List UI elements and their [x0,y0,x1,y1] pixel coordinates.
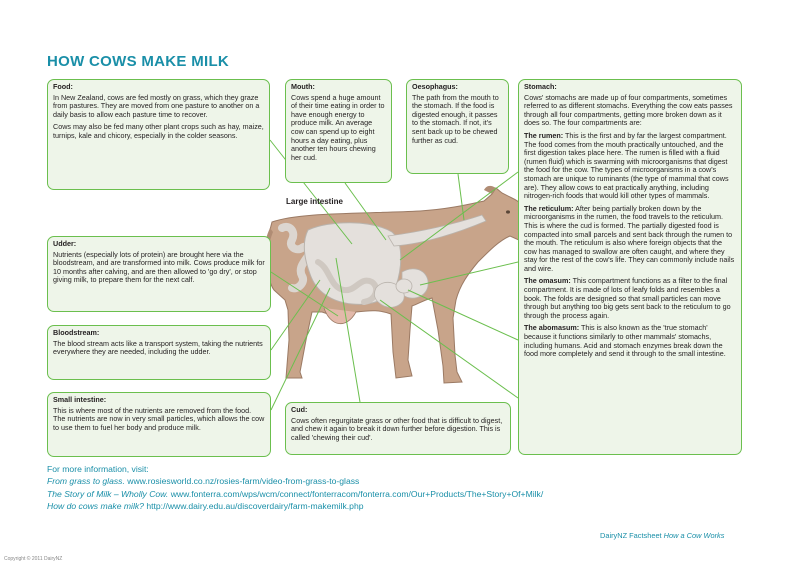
omasum-text: This compartment functions as a filter to the final compartment. It is made of lots of leafy folds and resembles a book. The folds are designed so that small particles can move through but anything too big gets sent back to the reticulum to go through the process again. [524,276,731,320]
oesophagus-text: The path from the mouth to the stomach. If the food is digested enough, it passes to the stomach. If not, it's sent back up to be chewed further as cud. [412,92,499,145]
abomasum-text: This is also known as the 'true stomach' because it functions similarly to other mammals' stomachs, including humans. Acid and stomach enzymes break down the food more completely and send it through to the small intestine. [524,323,726,359]
cud-text: Cows often regurgitate grass or other food that is difficult to digest, and chew it again to break it down further before digestion. This is called 'chewing their cud'. [291,415,503,442]
stomach-intro: Cows' stomachs are made up of four compartments, sometimes referred to as different stomachs. Everything the cow eats passes through all four compartments, getting more broken down as it does so. The four compartments are: [524,92,733,128]
udder-heading: Udder: [53,239,77,248]
cud-heading: Cud: [291,405,308,414]
stomach-box [518,79,742,455]
rumen-term: The rumen: [524,130,564,140]
mouth-box [285,79,392,183]
link-3-url[interactable]: http://www.dairy.edu.au/discoverdairy/farm-makemilk.php [146,500,364,511]
bloodstream-heading: Bloodstream: [53,328,100,337]
page-title: HOW COWS MAKE MILK [47,53,230,70]
bloodstream-box [47,325,271,380]
reticulum-paragraph [524,205,736,274]
rumen-text: This is the first and by far the largest compartment. The food comes from the mouth practically untouched, and the first digestion takes place here. The rumen is filled with a fluid (rumen fluid) which is swarming with microorganisms that digest the food for the cow. The types of microorganisms in a cow's stomach are unique to ruminants (the type of mammal that cows are). They allow cows to eat practically anything, including nitrogen-rich foods that would kill other types of mammals. [524,130,729,201]
food-text-1: In New Zealand, cows are fed mostly on grass, which they graze from pastures. They are moved from one pasture to another on a daily basis to allow each pasture time to recover. [53,92,260,119]
reticulum-term: The reticulum: [524,203,574,213]
more-info-heading: For more information, visit: [47,464,149,474]
cow-illustration [263,186,546,383]
link-2-title: The Story of Milk – Wholly Cow. [47,488,169,499]
bloodstream-text: The blood stream acts like a transport system, taking the nutrients everywhere they are needed, including the udder. [53,338,263,357]
abomasum-paragraph [524,324,736,358]
omasum-term: The omasum: [524,276,571,286]
more-info-link-2[interactable] [47,488,543,500]
stomach-heading: Stomach: [524,82,557,91]
abomasum-term: The abomasum: [524,323,580,333]
food-heading: Food: [53,82,73,91]
small-intestine-text: This is where most of the nutrients are removed from the food. The nutrients are now in very small particles, which allows the cow to use them to fuel her body and produce milk. [53,405,265,432]
link-1-title: From grass to glass. [47,476,125,487]
oesophagus-heading: Oesophagus: [412,82,458,91]
link-2-url[interactable]: www.fonterra.com/wps/wcm/connect/fonterracom/fonterra.com/Our+Products/The+Story+Of+Milk/ [170,488,544,499]
copyright: Copyright © 2011 DairyNZ [4,556,63,562]
udder-box [47,236,271,312]
food-box [47,79,270,190]
footer-brand: DairyNZ Factsheet [600,531,662,540]
small-intestine-box [47,392,271,457]
more-info-link-1[interactable] [47,475,543,487]
link-3-title: How do cows make milk? [47,500,144,511]
link-1-url[interactable]: www.rosiesworld.co.nz/rosies-farm/video-from-grass-to-glass [127,476,360,487]
oesophagus-box [406,79,509,174]
rumen-paragraph [524,132,736,201]
footer [600,531,724,540]
footer-subtitle: How a Cow Works [663,531,725,540]
food-text-2: Cows may also be fed many other plant crops such as hay, maize, turnips, kale and chicory, especially in the colder seasons. [53,122,264,140]
more-info [47,463,543,512]
udder-text: Nutrients (especially lots of protein) are brought here via the bloodstream, and are transformed into milk. Cows produce milk for 10 months after calving, and are then allowed to 'go dry', or stop giving milk, to prepare them for the next calf. [53,249,265,285]
cow-eye [506,210,510,213]
cud-box [285,402,511,455]
more-info-link-3[interactable] [47,500,543,512]
reticulum-text: After being partially broken down by the microorganisms in the rumen, the food travels to the reticulum. This is where the cud is formed. The partially digested food is compacted into small parcels and sent back through the rumen to the mouth. The reticulum is also where foreign objects that the cow has managed to swallow are often caught, and where they stay for the rest of the cow's life. They can commonly include nails and wire. [524,203,735,273]
large-intestine-label: Large intestine [286,197,343,206]
mouth-text: Cows spend a huge amount of their time eating in order to have enough energy to produce milk. An average cow can spend up to eight hours a day eating, plus another ten hours chewing her cud. [291,92,385,162]
mouth-heading: Mouth: [291,82,315,91]
small-intestine-heading: Small intestine: [53,395,107,404]
omasum-paragraph [524,277,736,320]
